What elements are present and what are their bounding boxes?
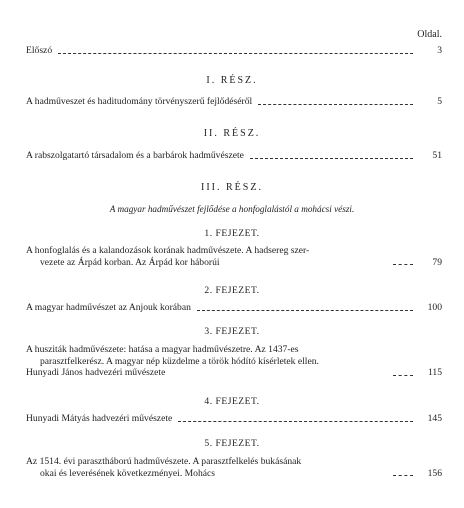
toc-entry-page: 115 — [427, 367, 442, 378]
dot-leader — [178, 421, 413, 422]
toc-entry — [26, 150, 442, 162]
toc-entry-title: A hadműveszet és haditudomány törvényszerű fejlődéséről — [26, 96, 253, 107]
toc-entry — [26, 96, 442, 108]
toc-entry-page: 145 — [427, 413, 442, 424]
dot-leader — [393, 475, 413, 476]
chapter-heading-1: 1. FEJEZET. — [204, 228, 260, 239]
part-subtitle: A magyar hadművészet fejlődése a honfoglalástól a mohácsi vészi. — [109, 204, 355, 214]
part-heading-3: III. RÉSZ. — [201, 182, 263, 193]
chapter-heading-3: 3. FEJEZET. — [204, 326, 260, 337]
page-column-header: Oldal. — [417, 29, 442, 40]
toc-entry-page: 100 — [427, 302, 442, 313]
part-heading-1: I. RÉSZ. — [206, 75, 258, 86]
dot-leader — [393, 375, 413, 376]
toc-entry-title: Az 1514. évi parasztháború hadművészete. A parasztfelkelés bukásának okai és leverésének következményei. Mohács — [26, 456, 302, 479]
toc-entry-title: A honfoglalás és a kalandozások korának hadművészete. A hadsereg szer- vezete az Árpád korban. Az Árpád kor háborúi — [26, 245, 310, 268]
toc-entry — [26, 245, 442, 268]
toc-entry-page: 79 — [432, 256, 442, 268]
toc-entry-title: A rabszolgatartó társadalom és a barbárok hadművészete — [26, 150, 244, 161]
chapter-heading-4: 4. FEJEZET. — [204, 396, 260, 407]
chapter-heading-5: 5. FEJEZET. — [204, 438, 260, 449]
toc-entry-title: A husziták hadművészete: hatása a magyar hadművészetre. Az 1437-es parasztfelkerész. A magyar nép küzdelme a török hódító kísérletek ellen. Hunyadi János hadvezéri művészete — [26, 344, 319, 378]
toc-entry-page: 3 — [437, 45, 442, 56]
chapter-heading-2: 2. FEJEZET. — [204, 285, 260, 296]
toc-entry-page: 51 — [432, 150, 442, 161]
dot-leader — [58, 53, 413, 54]
dot-leader — [197, 310, 413, 311]
toc-entry — [26, 456, 442, 479]
toc-entry-foreword — [26, 45, 442, 57]
toc-entry-title: Hunyadi Mátyás hadvezéri művészete — [26, 413, 173, 424]
toc-entry — [26, 413, 442, 425]
dot-leader — [258, 104, 413, 105]
part-heading-2: II. RÉSZ. — [203, 128, 261, 139]
toc-entry-page: 156 — [427, 467, 442, 479]
toc-entry-page: 5 — [437, 96, 442, 107]
toc-entry — [26, 344, 442, 379]
toc-entry-title: Előszó — [26, 45, 53, 56]
dot-leader — [393, 264, 413, 265]
toc-entry — [26, 302, 442, 314]
toc-entry-title: A magyar hadművészet az Anjouk korában — [26, 302, 191, 313]
dot-leader — [250, 158, 413, 159]
